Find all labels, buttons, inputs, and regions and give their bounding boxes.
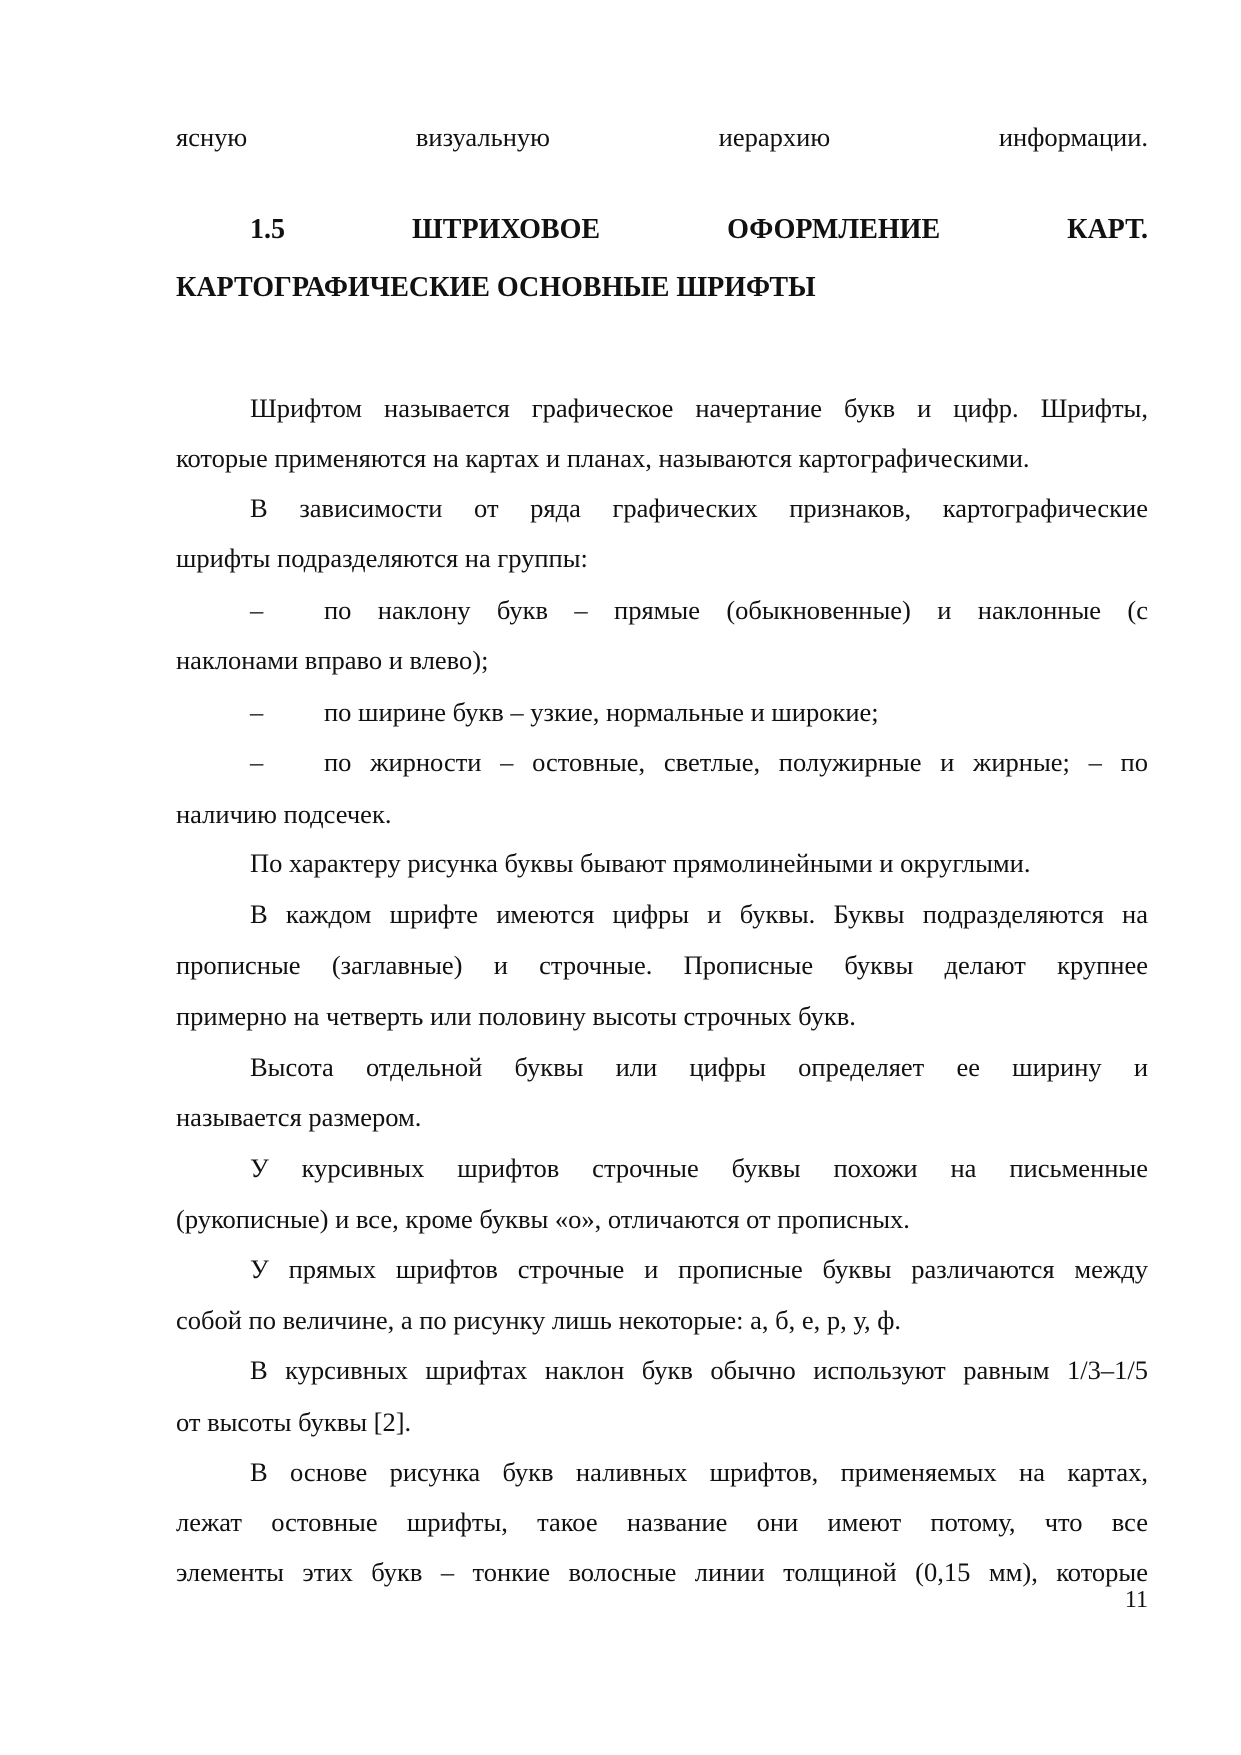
body-text-line: ясную визуальную иерархию информации. xyxy=(176,122,1148,152)
list-item-line: по наклону букв – прямые (обыкновенные) и наклонные (с xyxy=(324,595,1148,625)
paragraph-line: лежат остовные шрифты, такое название они имеют потому, что все xyxy=(176,1507,1148,1537)
paragraph-line: шрифты подразделяются на группы: xyxy=(176,543,588,573)
list-item-line: наличию подсечек. xyxy=(176,799,392,829)
paragraph-line: которые применяются на картах и планах, называются картографическими. xyxy=(176,443,1030,473)
paragraph-line: В курсивных шрифтах наклон букв обычно используют равным 1/3–1/5 xyxy=(250,1355,1148,1385)
paragraph-line: У прямых шрифтов строчные и прописные буквы различаются между xyxy=(250,1254,1148,1284)
paragraph-line: от высоты буквы [2]. xyxy=(176,1407,412,1437)
paragraph-line: В каждом шрифте имеются цифры и буквы. Буквы подразделяются на xyxy=(250,899,1148,929)
paragraph-line: называется размером. xyxy=(176,1102,422,1132)
paragraph-line: Высота отдельной буквы или цифры определяет ее ширину и xyxy=(250,1052,1148,1082)
list-dash-marker: – xyxy=(250,747,264,777)
page-number: 11 xyxy=(1124,1587,1148,1613)
paragraph-line: прописные (заглавные) и строчные. Прописные буквы делают крупнее xyxy=(176,950,1148,980)
list-item-line: наклонами вправо и влево); xyxy=(176,645,489,675)
list-dash-marker: – xyxy=(250,595,264,625)
paragraph-line: В зависимости от ряда графических признаков, картографические xyxy=(250,493,1148,523)
paragraph-line: По характеру рисунка буквы бывают прямолинейными и округлыми. xyxy=(250,848,1031,878)
paragraph-line: У курсивных шрифтов строчные буквы похожи на письменные xyxy=(250,1153,1148,1183)
list-dash-marker: – xyxy=(250,697,264,727)
paragraph-line: примерно на четверть или половину высоты строчных букв. xyxy=(176,1001,856,1031)
list-item-line: по ширине букв – узкие, нормальные и широкие; xyxy=(324,697,879,727)
section-heading-line-1: 1.5 ШТРИХОВОЕ ОФОРМЛЕНИЕ КАРТ. xyxy=(250,214,1148,245)
paragraph-line: элементы этих букв – тонкие волосные линии толщиной (0,15 мм), которые xyxy=(176,1557,1148,1587)
section-heading-line-2: КАРТОГРАФИЧЕСКИЕ ОСНОВНЫЕ ШРИФТЫ xyxy=(176,272,816,303)
list-item-line: по жирности – остовные, светлые, полужирные и жирные; – по xyxy=(324,747,1148,777)
paragraph-line: Шрифтом называется графическое начертание букв и цифр. Шрифты, xyxy=(250,393,1148,423)
paragraph-line: (рукописные) и все, кроме буквы «о», отличаются от прописных. xyxy=(176,1204,910,1234)
paragraph-line: собой по величине, а по рисунку лишь некоторые: а, б, е, р, у, ф. xyxy=(176,1305,902,1335)
paragraph-line: В основе рисунка букв наливных шрифтов, применяемых на картах, xyxy=(250,1457,1148,1487)
